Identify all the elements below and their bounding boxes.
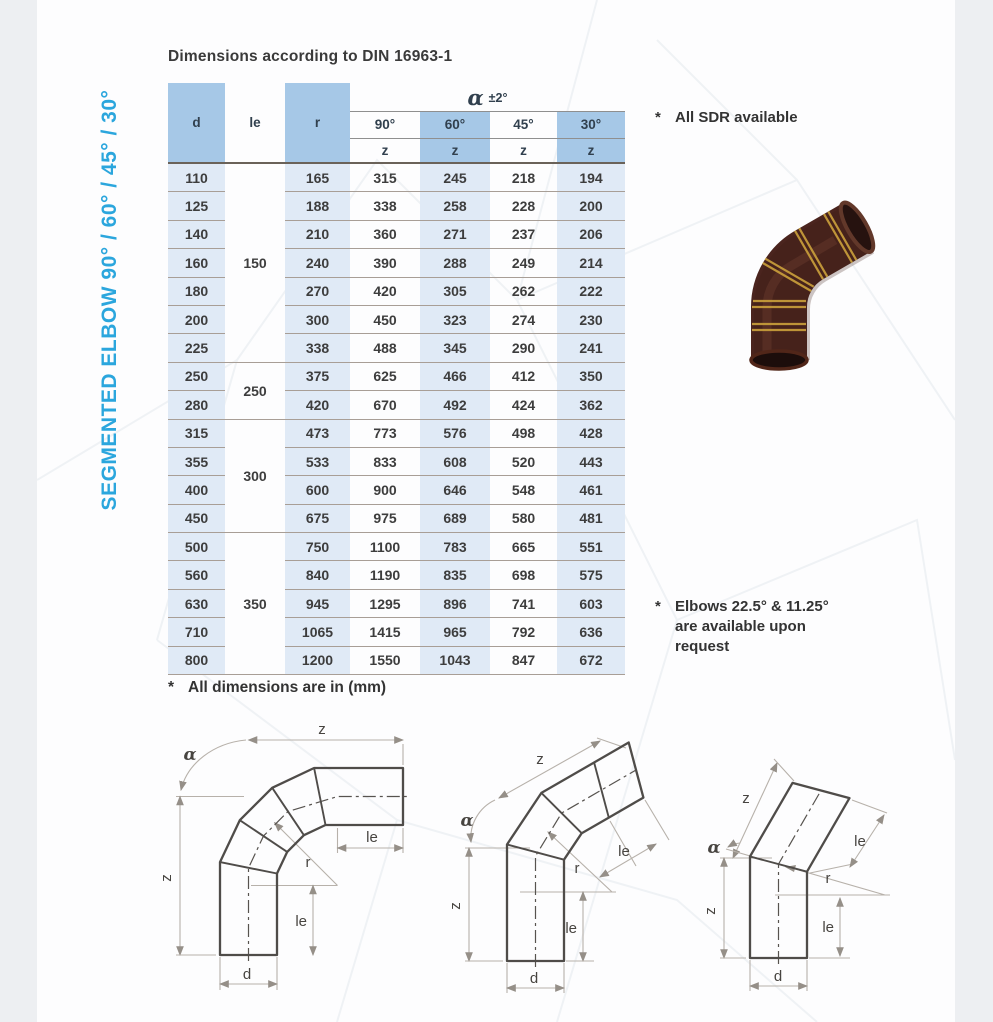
table-row: [168, 362, 625, 390]
note-units-text: All dimensions are in (mm): [188, 679, 387, 696]
table-cell: 428: [557, 419, 625, 447]
table-cell: 636: [557, 618, 625, 646]
table-cell: 603: [557, 589, 625, 617]
table-cell: 140: [168, 220, 225, 248]
dim-label-d: d: [773, 968, 783, 985]
table-cell: 665: [490, 533, 557, 561]
table-cell: 355: [168, 447, 225, 475]
dim-label-z-left: z: [702, 907, 719, 915]
table-cell: 315: [350, 163, 420, 192]
table-cell: 424: [490, 391, 557, 419]
dim-label-z-top: z: [742, 790, 750, 807]
page-heading: Dimensions according to DIN 16963-1: [168, 48, 453, 65]
table-cell: 833: [350, 447, 420, 475]
table-cell: 160: [168, 249, 225, 277]
table-cell: 492: [420, 391, 490, 419]
col-header-45: 45°: [490, 112, 557, 139]
diagram-elbow-90: [150, 720, 442, 1016]
table-cell: 110: [168, 163, 225, 192]
table-cell: 945: [285, 589, 350, 617]
sub-header-z-60: z: [420, 139, 490, 164]
table-cell: 576: [420, 419, 490, 447]
table-cell: 672: [557, 646, 625, 674]
table-cell: 560: [168, 561, 225, 589]
table-cell: 443: [557, 447, 625, 475]
table-cell: 362: [557, 391, 625, 419]
table-cell: 698: [490, 561, 557, 589]
table-cell: 835: [420, 561, 490, 589]
asterisk: *: [655, 109, 661, 126]
page-title-vertical: SEGMENTED ELBOW 90° / 60° / 45° / 30°: [98, 89, 121, 511]
table-cell: 230: [557, 305, 625, 333]
dim-label-le-right: le: [366, 829, 378, 846]
table-cell: 194: [557, 163, 625, 192]
table-cell: 305: [420, 277, 490, 305]
table-cell: 488: [350, 334, 420, 362]
col-header-alpha: [350, 83, 625, 112]
alpha-tolerance: ±2°: [488, 90, 508, 105]
table-cell: 249: [490, 249, 557, 277]
table-cell: 250: [168, 362, 225, 390]
table-cell: 710: [168, 618, 225, 646]
dim-label-alpha: α: [460, 811, 474, 831]
table-cell: 288: [420, 249, 490, 277]
table-cell: 783: [420, 533, 490, 561]
dim-label-le-bottom: le: [565, 920, 577, 937]
dim-label-alpha: α: [707, 838, 721, 858]
table-cell: 625: [350, 362, 420, 390]
table-cell: 225: [168, 334, 225, 362]
dim-label-le-bottom: le: [295, 913, 307, 930]
table-cell: 180: [168, 277, 225, 305]
sub-header-z-90: z: [350, 139, 420, 164]
table-cell: 551: [557, 533, 625, 561]
table-cell: 1200: [285, 646, 350, 674]
dim-label-le-bottom: le: [822, 919, 834, 936]
table-cell: 200: [168, 305, 225, 333]
table-cell: 461: [557, 476, 625, 504]
table-cell: 290: [490, 334, 557, 362]
dim-label-r: r: [825, 870, 831, 887]
dim-label-z-left: z: [447, 902, 464, 910]
miter-joints: [507, 763, 609, 860]
note-special-elbows-text: Elbows 22.5° & 11.25° are available upon request: [675, 598, 829, 655]
col-header-30: 30°: [557, 112, 625, 139]
table-cell: 580: [490, 504, 557, 532]
col-header-60: 60°: [420, 112, 490, 139]
table-cell: 466: [420, 362, 490, 390]
table-cell: 900: [350, 476, 420, 504]
sub-header-z-30: z: [557, 139, 625, 164]
table-row: [168, 419, 625, 447]
table-cell: 500: [168, 533, 225, 561]
elbow-product-photo: [695, 182, 900, 382]
table-cell: 262: [490, 277, 557, 305]
table-cell: 600: [285, 476, 350, 504]
col-header-r: r: [285, 83, 350, 163]
note-special-elbows: [655, 597, 885, 657]
table-cell: 473: [285, 419, 350, 447]
table-cell: 800: [168, 646, 225, 674]
dim-label-z-left: z: [158, 874, 175, 882]
miter-joints: [750, 857, 807, 872]
asterisk: *: [655, 598, 661, 615]
table-cell: 741: [490, 589, 557, 617]
table-cell: 420: [285, 391, 350, 419]
col-header-90: 90°: [350, 112, 420, 139]
table-cell: 240: [285, 249, 350, 277]
table-cell: 630: [168, 589, 225, 617]
table-cell: 670: [350, 391, 420, 419]
dim-label-z-top: z: [536, 751, 544, 768]
table-cell: 206: [557, 220, 625, 248]
dimensions-table-body: [168, 163, 625, 675]
table-cell: 412: [490, 362, 557, 390]
note-sdr: [655, 108, 798, 128]
table-cell-le-group: 350: [225, 533, 285, 675]
table-cell: 420: [350, 277, 420, 305]
table-cell: 450: [350, 305, 420, 333]
col-header-le: le: [225, 83, 285, 163]
table-cell: 218: [490, 163, 557, 192]
dim-label-r: r: [305, 854, 311, 871]
dim-label-le-right: le: [854, 833, 866, 850]
dim-label-r: r: [574, 860, 580, 877]
diagram-elbow-30: [700, 743, 955, 1020]
table-cell: 689: [420, 504, 490, 532]
table-cell: 271: [420, 220, 490, 248]
table-cell: 400: [168, 476, 225, 504]
table-cell: 750: [285, 533, 350, 561]
table-cell-le-group: 150: [225, 163, 285, 362]
table-cell: 390: [350, 249, 420, 277]
dim-label-d: d: [242, 966, 252, 983]
table-cell: 350: [557, 362, 625, 390]
table-cell: 228: [490, 192, 557, 220]
table-cell: 345: [420, 334, 490, 362]
table-row: [168, 533, 625, 561]
asterisk: *: [168, 679, 175, 696]
table-cell: 975: [350, 504, 420, 532]
table-cell: 575: [557, 561, 625, 589]
table-cell: 323: [420, 305, 490, 333]
dim-label-le-right: le: [618, 843, 630, 860]
table-cell: 847: [490, 646, 557, 674]
table-cell: 548: [490, 476, 557, 504]
table-cell: 300: [285, 305, 350, 333]
table-cell: 338: [285, 334, 350, 362]
table-cell: 646: [420, 476, 490, 504]
table-cell: 520: [490, 447, 557, 475]
table-cell: 840: [285, 561, 350, 589]
table-cell: 608: [420, 447, 490, 475]
sub-header-z-45: z: [490, 139, 557, 164]
table-cell: 360: [350, 220, 420, 248]
table-cell: 1043: [420, 646, 490, 674]
table-cell: 258: [420, 192, 490, 220]
table-cell-le-group: 300: [225, 419, 285, 533]
elbow-fitting-illustration: [751, 198, 879, 369]
diagram-elbow-45: [440, 726, 702, 1018]
dim-label-d: d: [529, 970, 539, 987]
table-cell: 188: [285, 192, 350, 220]
table-cell: 200: [557, 192, 625, 220]
table-cell: 210: [285, 220, 350, 248]
alpha-symbol: α: [467, 84, 484, 110]
table-row: [168, 163, 625, 192]
table-cell: 241: [557, 334, 625, 362]
table-cell: 792: [490, 618, 557, 646]
page-sheet: [37, 0, 955, 1022]
table-cell: 315: [168, 419, 225, 447]
table-cell: 1100: [350, 533, 420, 561]
table-cell: 1415: [350, 618, 420, 646]
table-cell: 270: [285, 277, 350, 305]
table-cell: 237: [490, 220, 557, 248]
table-cell: 450: [168, 504, 225, 532]
table-cell: 375: [285, 362, 350, 390]
dimensions-table: [168, 83, 625, 675]
table-cell: 1190: [350, 561, 420, 589]
table-cell: 481: [557, 504, 625, 532]
table-cell: 498: [490, 419, 557, 447]
table-cell: 1550: [350, 646, 420, 674]
table-cell: 338: [350, 192, 420, 220]
table-cell-le-group: 250: [225, 362, 285, 419]
table-cell: 773: [350, 419, 420, 447]
note-units: [168, 678, 386, 698]
table-cell: 280: [168, 391, 225, 419]
dim-label-alpha: α: [183, 745, 197, 765]
table-cell: 274: [490, 305, 557, 333]
table-cell: 675: [285, 504, 350, 532]
col-header-d: d: [168, 83, 225, 163]
table-cell: 896: [420, 589, 490, 617]
table-cell: 1065: [285, 618, 350, 646]
table-cell: 222: [557, 277, 625, 305]
table-cell: 165: [285, 163, 350, 192]
table-cell: 125: [168, 192, 225, 220]
pipe-opening-bottom: [751, 351, 807, 369]
dim-label-z-top: z: [318, 721, 326, 738]
table-cell: 1295: [350, 589, 420, 617]
note-sdr-text: All SDR available: [675, 109, 798, 126]
table-cell: 214: [557, 249, 625, 277]
table-cell: 965: [420, 618, 490, 646]
table-cell: 245: [420, 163, 490, 192]
table-cell: 533: [285, 447, 350, 475]
